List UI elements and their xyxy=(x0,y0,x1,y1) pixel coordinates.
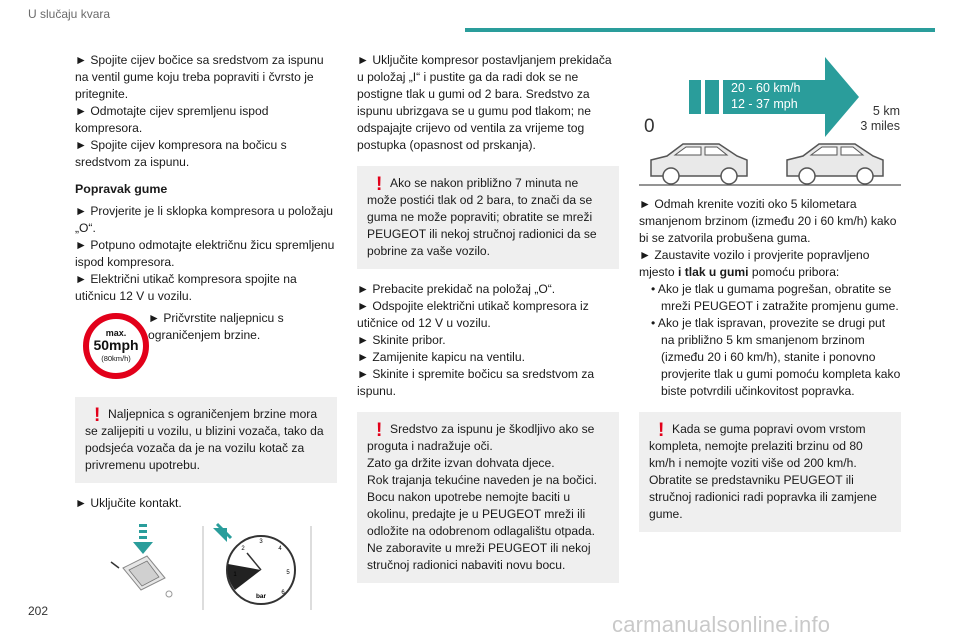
step: ► Odmotajte cijev spremljenu ispod kompresora. xyxy=(75,104,269,135)
step: ► Skinite i spremite bočicu sa sredstvom za ispunu. xyxy=(357,367,595,398)
warning-box xyxy=(75,397,337,483)
illustration-row xyxy=(75,518,337,616)
step: ► Odspojite električni utikač kompresora iz utičnice od 12 V u vozilu. xyxy=(357,299,589,330)
page-number: 202 xyxy=(28,604,49,618)
column-3 xyxy=(639,52,901,544)
section-title: U slučaju kvara xyxy=(28,7,111,21)
header-accent-bar xyxy=(465,28,935,32)
speed-mph: 12 - 37 mph xyxy=(731,97,798,111)
warning-icon: ! xyxy=(658,420,665,441)
step: ► Zamijenite kapicu na ventilu. xyxy=(357,350,525,364)
sticker-row xyxy=(75,311,337,383)
svg-text:3: 3 xyxy=(259,539,263,545)
warning-icon: ! xyxy=(376,174,383,195)
warning-icon: ! xyxy=(376,420,383,441)
step: ► Provjerite je li sklopka kompresora u položaju „O“. xyxy=(75,204,333,235)
speed-limit-sticker xyxy=(83,313,149,379)
warning-text: Sredstvo za ispunu je škodljivo ako se proguta i nadražuje oči. xyxy=(367,422,595,453)
warning-text: Naljepnica s ograničenjem brzine mora se zalijepiti u vozilu, u blizini vozača, tako da podsjeća vozača da je na vozilu kotač za privremenu upotrebu. xyxy=(85,407,324,472)
car-icon xyxy=(787,144,883,184)
warning-box xyxy=(357,166,619,269)
speed-illustration xyxy=(639,52,901,188)
step: ► Skinite pribor. xyxy=(357,333,446,347)
svg-text:6: 6 xyxy=(281,590,285,596)
warning-text: Zato ga držite izvan dohvata djece. xyxy=(367,456,555,470)
step: ► Uključite kompresor postavljanjem prekidača u položaj „I“ i pustite ga da radi dok se ne postigne tlak u gumi od 2 bara. Sredstvo za ispunu ubrizgava se u gumu pod tlakom; ne odspajajte crijevo od ventila za vrijeme tog postupka (opasnost od prskanja). xyxy=(357,53,612,152)
step: ► Električni utikač kompresora spojite na utičnicu 12 V u vozilu. xyxy=(75,272,297,303)
distance-km: 5 km xyxy=(872,104,900,118)
bullet-item: • Ako je tlak ispravan, provezite se drugi put na približno 5 km smanjenom brzinom (između 20 i 60 km/h), stanite i ponovno provjerite tlak u gumi pomoću kompleta kako biste potvrdili učinkovitost popravka. xyxy=(651,316,901,398)
press-arrow-icon xyxy=(133,524,153,554)
speed-kmh: 20 - 60 km/h xyxy=(731,81,801,95)
column-2 xyxy=(357,52,619,595)
warning-box xyxy=(357,412,619,583)
warning-text: Kada se guma popravi ovom vrstom kompleta, nemojte prelaziti brzinu od 80 km/h i nemojte voziti više od 200 km/h. Obratite se predstavniku PEUGEOT ili stručnoj radionici radi popravka ili zamjene gume. xyxy=(649,422,877,521)
pressure-gauge xyxy=(213,524,295,604)
car-icon xyxy=(651,144,747,184)
sticker-line-1: max. xyxy=(105,328,127,338)
sticker-line-2: 50mph xyxy=(93,337,139,353)
step: ► Spojite cijev kompresora na bočicu s sredstvom za ispunu. xyxy=(75,138,287,169)
svg-text:1: 1 xyxy=(233,572,237,578)
warning-text: Bocu nakon upotrebe nemojte baciti u okolinu, predajte je u PEUGEOT mreži ili odložite na odobrenom odlagalištu otpada. xyxy=(367,490,595,538)
gauge-unit: bar xyxy=(255,593,267,600)
warning-text: Ne zaboravite u mreži PEUGEOT ili nekoj stručnoj radionici nabaviti novu bocu. xyxy=(367,541,591,572)
start-zero: 0 xyxy=(644,116,655,137)
step: ► Spojite cijev bočice sa sredstvom za ispunu na ventil gume koju treba popraviti i čvrsto je pritegnite. xyxy=(75,53,324,101)
svg-text:4: 4 xyxy=(278,546,282,552)
watermark: carmanualsonline.info xyxy=(612,612,831,637)
step: ► Zaustavite vozilo i provjerite popravljeno mjesto i tlak u gumi pomoću pribora: xyxy=(639,248,870,279)
svg-text:2: 2 xyxy=(241,546,245,552)
distance-miles: 3 miles xyxy=(860,119,900,133)
bullet-item: • Ako je tlak u gumama pogrešan, obratite se mreži PEUGEOT i zatražite promjenu gume. xyxy=(651,282,899,313)
warning-text: Rok trajanja tekućine naveden je na bočici. xyxy=(367,473,597,487)
section-heading: Popravak gume xyxy=(75,182,168,196)
warning-box xyxy=(639,412,901,532)
warning-text: Ako se nakon približno 7 minuta ne može postići tlak od 2 bara, to znači da se guma ne može popraviti; obratite se mreži PEUGEOT ili nekoj stručnoj radionici da se pobrine za vaše vozilo. xyxy=(367,176,597,258)
svg-text:5: 5 xyxy=(286,570,290,576)
step: ► Prebacite prekidač na položaj „O“. xyxy=(357,282,556,296)
warning-icon: ! xyxy=(94,405,101,426)
sticker-line-3: (80km/h) xyxy=(101,354,131,363)
compressor-illustration xyxy=(85,518,335,616)
column-1 xyxy=(75,52,337,616)
step: ► Pričvrstite naljepnicu s ograničenjem brzine. xyxy=(148,311,284,342)
step: ► Uključite kontakt. xyxy=(75,496,182,510)
step: ► Potpuno odmotajte električnu žicu spremljenu ispod kompresora. xyxy=(75,238,335,269)
step: ► Odmah krenite voziti oko 5 kilometara smanjenom brzinom (između 20 i 60 km/h) kako bi se zatvorila probušena guma. xyxy=(639,197,897,245)
